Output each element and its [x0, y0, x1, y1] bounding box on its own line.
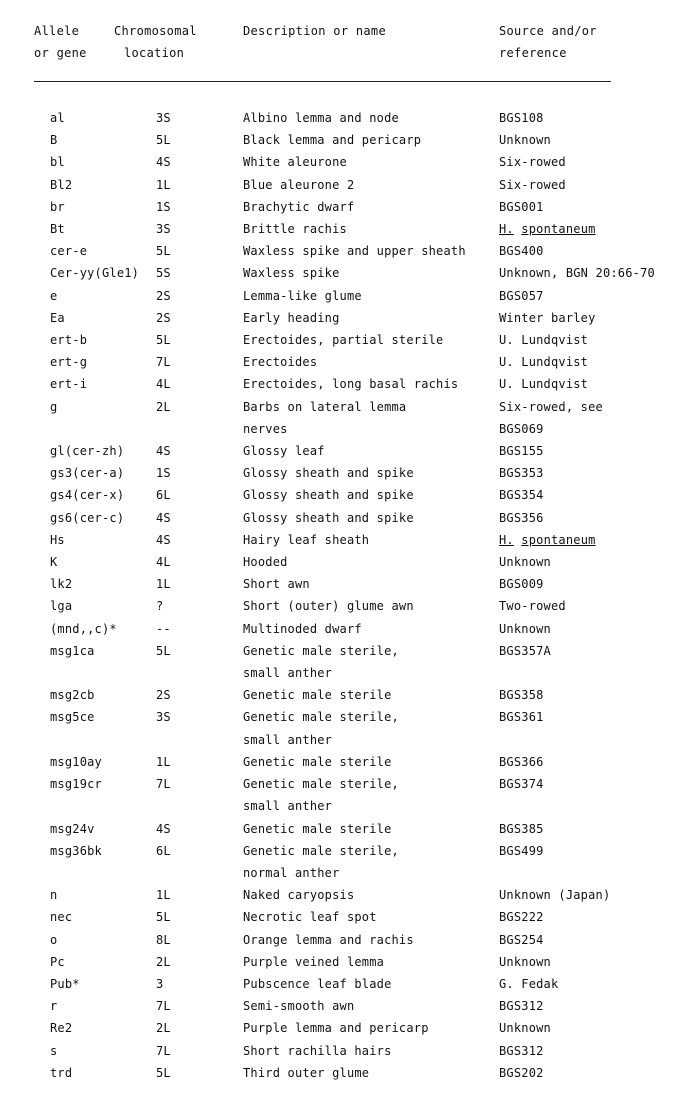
source-species: spontaneum — [521, 222, 596, 237]
table-row — [50, 529, 678, 551]
gene-cell: lga — [50, 599, 73, 614]
table-row — [50, 440, 678, 462]
location-cell: 5L — [156, 244, 171, 259]
description-cell: Waxless spike and upper sheath — [243, 244, 466, 259]
source-cell: Unknown — [499, 555, 551, 570]
gene-cell: ert-g — [50, 355, 88, 370]
description-cell: Short awn — [243, 577, 310, 592]
gene-cell: msg24v — [50, 821, 95, 836]
table-row — [50, 773, 678, 795]
description-cell: Hooded — [243, 555, 288, 570]
table-row — [50, 307, 678, 329]
location-cell: 3S — [156, 222, 171, 237]
location-cell — [156, 662, 243, 684]
gene-cell: s — [50, 1043, 58, 1058]
gene-cell: lk2 — [50, 577, 73, 592]
gene-cell — [50, 729, 156, 751]
location-cell: 7L — [156, 355, 171, 370]
location-cell: 4S — [156, 155, 171, 170]
gene-cell: msg19cr — [50, 777, 102, 792]
location-cell: 4S — [156, 821, 171, 836]
description-cell: Blue aleurone 2 — [243, 177, 355, 192]
table-row — [50, 484, 678, 506]
table-row — [50, 218, 678, 240]
location-cell: 6L — [156, 843, 171, 858]
location-cell: 2L — [156, 1021, 171, 1036]
header-source-line1: Source and/or — [499, 24, 597, 38]
location-cell: 8L — [156, 932, 171, 947]
location-cell: 7L — [156, 999, 171, 1014]
gene-table — [50, 107, 678, 1084]
location-cell: 5L — [156, 1065, 171, 1080]
description-cell: Purple veined lemma — [243, 954, 385, 969]
source-cell: BGS057 — [499, 288, 544, 303]
description-cell: Glossy leaf — [243, 444, 325, 459]
gene-cell: al — [50, 111, 65, 125]
gene-cell: e — [50, 288, 58, 303]
source-cell — [499, 662, 678, 684]
source-cell: BGS358 — [499, 688, 544, 703]
table-row — [50, 751, 678, 773]
gene-cell: Bl2 — [50, 177, 73, 192]
location-cell: 4S — [156, 510, 171, 525]
source-cell: Six-rowed — [499, 177, 566, 192]
gene-cell: B — [50, 133, 58, 148]
description-cell: Genetic male sterile, — [243, 710, 399, 725]
source-cell: BGS354 — [499, 488, 544, 503]
description-cell: small anther — [243, 799, 333, 814]
location-cell — [156, 418, 243, 440]
source-cell: Unknown — [499, 133, 551, 148]
gene-cell: n — [50, 888, 58, 903]
location-cell: 4S — [156, 444, 171, 459]
source-cell — [499, 795, 678, 817]
table-row — [50, 973, 678, 995]
description-cell: Genetic male sterile, — [243, 843, 399, 858]
table-row — [50, 373, 678, 395]
location-cell: 3S — [156, 111, 171, 125]
source-cell: BGS312 — [499, 1043, 544, 1058]
table-row — [50, 396, 678, 418]
location-cell: 4S — [156, 532, 171, 547]
description-cell: Glossy sheath and spike — [243, 488, 414, 503]
source-cell: BGS202 — [499, 1065, 544, 1080]
table-row — [50, 551, 678, 573]
table-row — [50, 351, 678, 373]
source-cell: BGS001 — [499, 199, 544, 214]
description-cell: Black lemma and pericarp — [243, 133, 422, 148]
source-cell: U. Lundqvist — [499, 377, 589, 392]
description-cell: Albino lemma and node — [243, 111, 399, 125]
table-row — [50, 840, 678, 862]
table-row — [50, 662, 678, 684]
table-row — [50, 640, 678, 662]
table-row — [50, 818, 678, 840]
gene-cell: K — [50, 555, 58, 570]
location-cell: 1S — [156, 199, 171, 214]
source-cell: BGS374 — [499, 777, 544, 792]
source-cell: BGS254 — [499, 932, 544, 947]
table-row — [50, 929, 678, 951]
header-source-line2: reference — [499, 46, 567, 60]
location-cell: 5L — [156, 643, 171, 658]
source-cell: U. Lundqvist — [499, 355, 589, 370]
source-cell: BGS222 — [499, 910, 544, 925]
source-cell: Two-rowed — [499, 599, 566, 614]
gene-cell: gs6(cer-c) — [50, 510, 125, 525]
gene-cell: Pub* — [50, 976, 80, 991]
description-cell: normal anther — [243, 865, 340, 880]
description-cell: Brachytic dwarf — [243, 199, 355, 214]
location-cell: 1L — [156, 577, 171, 592]
gene-cell: (mnd,,c)* — [50, 621, 117, 636]
source-cell: BGS356 — [499, 510, 544, 525]
location-cell: 5L — [156, 133, 171, 148]
description-cell: Genetic male sterile — [243, 821, 392, 836]
source-cell: BGS155 — [499, 444, 544, 459]
table-row — [50, 196, 678, 218]
description-cell: Genetic male sterile, — [243, 643, 399, 658]
table-row — [50, 174, 678, 196]
source-species: spontaneum — [521, 532, 596, 547]
gene-table-body — [50, 107, 678, 1084]
gene-cell: Re2 — [50, 1021, 73, 1036]
header-chromosomal-line2: location — [124, 46, 185, 60]
gene-cell: nec — [50, 910, 73, 925]
source-cell: G. Fedak — [499, 976, 559, 991]
description-cell: Genetic male sterile — [243, 688, 392, 703]
table-row — [50, 285, 678, 307]
table-row — [50, 573, 678, 595]
table-row — [50, 107, 678, 129]
source-cell: BGS366 — [499, 754, 544, 769]
table-row — [50, 995, 678, 1017]
gene-cell: Cer-yy(Gle1) — [50, 266, 140, 281]
table-row — [50, 129, 678, 151]
table-row — [50, 329, 678, 351]
table-row — [50, 795, 678, 817]
table-row — [50, 262, 678, 284]
location-cell: 4L — [156, 377, 171, 392]
description-cell: Early heading — [243, 310, 340, 325]
source-cell: BGS009 — [499, 577, 544, 592]
gene-cell: gs3(cer-a) — [50, 466, 125, 481]
gene-cell: g — [50, 399, 58, 414]
description-cell: Barbs on lateral lemma — [243, 399, 407, 414]
description-cell: Necrotic leaf spot — [243, 910, 377, 925]
source-cell: BGS069 — [499, 421, 544, 436]
gene-cell: msg10ay — [50, 754, 102, 769]
source-cell — [499, 218, 678, 240]
location-cell: 2L — [156, 954, 171, 969]
location-cell: 1L — [156, 754, 171, 769]
gene-cell — [50, 795, 156, 817]
source-cell: BGS353 — [499, 466, 544, 481]
location-cell: ? — [156, 599, 164, 614]
description-cell: Purple lemma and pericarp — [243, 1021, 429, 1036]
table-row — [50, 884, 678, 906]
table-row — [50, 151, 678, 173]
location-cell: 7L — [156, 1043, 171, 1058]
source-cell: U. Lundqvist — [499, 333, 589, 348]
header-allele-line1: Allele — [34, 24, 80, 38]
location-cell: 3S — [156, 710, 171, 725]
description-cell: Pubscence leaf blade — [243, 976, 392, 991]
table-row — [50, 684, 678, 706]
gene-cell: gs4(cer-x) — [50, 488, 125, 503]
location-cell — [156, 729, 243, 751]
table-row — [50, 1040, 678, 1062]
location-cell: 1L — [156, 177, 171, 192]
description-cell: Third outer glume — [243, 1065, 370, 1080]
source-cell — [499, 862, 678, 884]
location-cell: 2S — [156, 288, 171, 303]
table-row — [50, 1017, 678, 1039]
description-cell: Hairy leaf sheath — [243, 532, 370, 547]
description-cell: White aleurone — [243, 155, 347, 170]
gene-cell: Bt — [50, 222, 65, 237]
source-cell: Unknown — [499, 954, 551, 969]
gene-cell: trd — [50, 1065, 73, 1080]
gene-cell: r — [50, 999, 58, 1014]
source-cell: BGS400 — [499, 244, 544, 259]
description-cell: Glossy sheath and spike — [243, 466, 414, 481]
location-cell: 2L — [156, 399, 171, 414]
description-cell: Erectoides, partial sterile — [243, 333, 444, 348]
location-cell: 2S — [156, 310, 171, 325]
description-cell: small anther — [243, 666, 333, 681]
gene-cell: msg36bk — [50, 843, 102, 858]
source-cell: Unknown — [499, 1021, 551, 1036]
description-cell: Short (outer) glume awn — [243, 599, 414, 614]
description-cell: Orange lemma and rachis — [243, 932, 414, 947]
location-cell: 5L — [156, 333, 171, 348]
description-cell: Erectoides — [243, 355, 318, 370]
source-cell: BGS361 — [499, 710, 544, 725]
table-row — [50, 906, 678, 928]
gene-cell: br — [50, 199, 65, 214]
gene-cell: bl — [50, 155, 65, 170]
gene-cell — [50, 418, 156, 440]
description-cell: small anther — [243, 732, 333, 747]
source-cell — [499, 529, 678, 551]
table-row — [50, 595, 678, 617]
description-cell: Naked caryopsis — [243, 888, 355, 903]
gene-cell: Ea — [50, 310, 65, 325]
description-cell: Brittle rachis — [243, 222, 347, 237]
description-cell: Lemma-like glume — [243, 288, 362, 303]
location-cell — [156, 795, 243, 817]
table-row — [50, 618, 678, 640]
location-cell: 5L — [156, 910, 171, 925]
source-cell: BGS108 — [499, 111, 544, 125]
gene-cell — [50, 662, 156, 684]
location-cell: 3 — [156, 976, 164, 991]
source-cell: BGS385 — [499, 821, 544, 836]
table-row — [50, 862, 678, 884]
gene-cell: ert-b — [50, 333, 88, 348]
gene-cell: cer-e — [50, 244, 88, 259]
location-cell: 5S — [156, 266, 171, 281]
source-cell: Unknown (Japan) — [499, 888, 611, 903]
location-cell: 1S — [156, 466, 171, 481]
location-cell: 4L — [156, 555, 171, 570]
location-cell — [156, 862, 243, 884]
description-cell: Semi-smooth awn — [243, 999, 355, 1014]
description-cell: Waxless spike — [243, 266, 340, 281]
description-cell: Genetic male sterile — [243, 754, 392, 769]
source-cell: Six-rowed — [499, 155, 566, 170]
location-cell: -- — [156, 621, 171, 636]
description-cell: Short rachilla hairs — [243, 1043, 392, 1058]
description-cell: Multinoded dwarf — [243, 621, 362, 636]
table-row — [50, 507, 678, 529]
gene-cell: msg1ca — [50, 643, 95, 658]
source-cell: BGS357A — [499, 643, 551, 658]
header-allele-line2: or gene — [34, 46, 87, 60]
gene-cell: ert-i — [50, 377, 88, 392]
source-genus: H. — [499, 532, 514, 547]
gene-cell: Hs — [50, 532, 65, 547]
table-row — [50, 462, 678, 484]
gene-cell: o — [50, 932, 58, 947]
source-cell: Winter barley — [499, 310, 596, 325]
table-row — [50, 951, 678, 973]
header-rule — [34, 81, 611, 82]
header-chromosomal-line1: Chromosomal — [114, 24, 197, 38]
location-cell: 6L — [156, 488, 171, 503]
location-cell: 7L — [156, 777, 171, 792]
table-row — [50, 418, 678, 440]
description-cell: Glossy sheath and spike — [243, 510, 414, 525]
location-cell: 2S — [156, 688, 171, 703]
table-row — [50, 1062, 678, 1084]
source-cell: Six-rowed, see — [499, 399, 603, 414]
description-cell: Genetic male sterile, — [243, 777, 399, 792]
source-genus: H. — [499, 222, 514, 237]
source-cell — [499, 729, 678, 751]
source-cell: Unknown — [499, 621, 551, 636]
description-cell: nerves — [243, 421, 288, 436]
gene-cell — [50, 862, 156, 884]
gene-cell: Pc — [50, 954, 65, 969]
table-row — [50, 240, 678, 262]
source-cell: BGS312 — [499, 999, 544, 1014]
header-description: Description or name — [243, 24, 386, 38]
source-cell: BGS499 — [499, 843, 544, 858]
table-row — [50, 729, 678, 751]
source-cell: Unknown, BGN 20:66-70 — [499, 266, 655, 281]
description-cell: Erectoides, long basal rachis — [243, 377, 459, 392]
gene-cell: msg5ce — [50, 710, 95, 725]
location-cell: 1L — [156, 888, 171, 903]
table-row — [50, 706, 678, 728]
gene-cell: msg2cb — [50, 688, 95, 703]
gene-cell: gl(cer-zh) — [50, 444, 125, 459]
